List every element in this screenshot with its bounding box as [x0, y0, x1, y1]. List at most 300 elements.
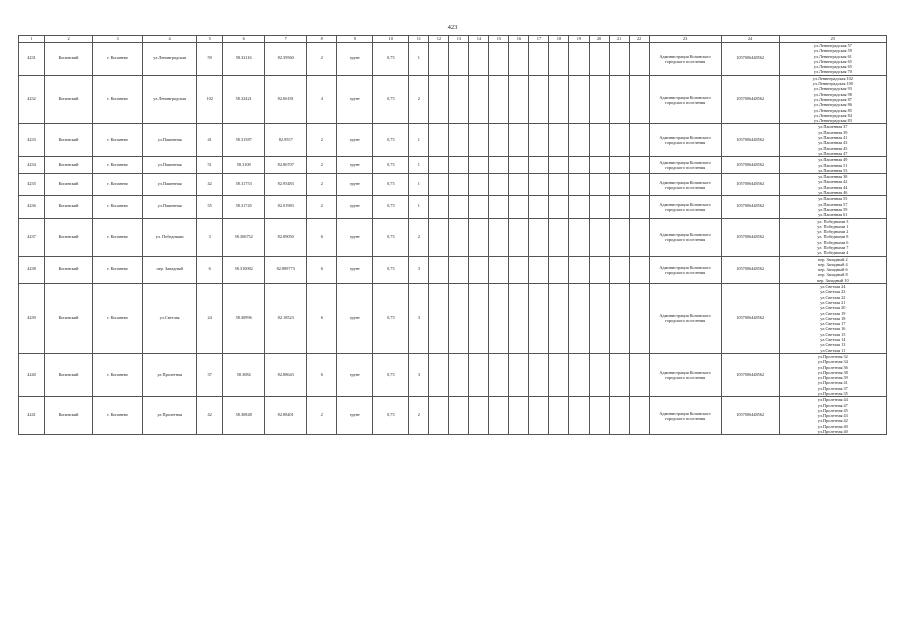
empty-cell: [569, 174, 589, 196]
cell-vol: 0,75: [373, 174, 409, 196]
empty-cell: [489, 75, 509, 124]
column-header: 23: [649, 36, 721, 43]
address-line: пер. Западный 8: [818, 272, 848, 278]
empty-cell: [489, 397, 509, 435]
address-line: ул.Светлая 13: [820, 342, 846, 348]
cell-house: 55: [197, 196, 223, 218]
address-line: ул. Победными 8: [817, 234, 849, 240]
empty-cell: [469, 174, 489, 196]
empty-cell: [449, 218, 469, 256]
cell-n: 4232: [19, 75, 45, 124]
address-line: ул.Пашенная 42: [818, 179, 848, 185]
cell-settlement: г. Копанево: [93, 174, 143, 196]
empty-cell: [489, 174, 509, 196]
address-line: ул.Пашенная 41: [818, 135, 848, 141]
address-line: ул.Светлая 20: [820, 305, 846, 311]
cell-organization: Администрация Копанского городского поселения: [649, 397, 721, 435]
address-line: ул. Победными 1: [817, 223, 849, 229]
empty-cell: [469, 75, 489, 124]
cell-district: Копанский: [45, 256, 93, 283]
cell-ogrn: 1057006448562: [721, 196, 779, 218]
address-line: ул. Победными 3: [817, 218, 849, 224]
empty-cell: [429, 196, 449, 218]
empty-cell: [429, 75, 449, 124]
cell-organization: Администрация Копанского городского поселения: [649, 284, 721, 354]
empty-cell: [549, 353, 569, 396]
address-line: ул. Победными 4: [817, 250, 849, 256]
empty-cell: [549, 218, 569, 256]
address-line: ул.Ленинградская 100: [812, 81, 853, 87]
empty-cell: [429, 284, 449, 354]
cell-lon: 82.95483: [265, 174, 307, 196]
address-line: ул.Пролетная 38: [817, 369, 848, 375]
cell-ogrn: 1057006448562: [721, 218, 779, 256]
address-line: ул.Ленинградская 65: [813, 64, 852, 70]
cell-c8: 6: [307, 218, 337, 256]
empty-cell: [429, 218, 449, 256]
address-line: ул.Светлая 19: [820, 310, 846, 316]
empty-cell: [489, 124, 509, 157]
empty-cell: [589, 353, 609, 396]
empty-cell: [629, 43, 649, 76]
cell-vol: 0,75: [373, 353, 409, 396]
empty-cell: [589, 196, 609, 218]
cell-ogrn: 1057006448562: [721, 256, 779, 283]
empty-cell: [529, 75, 549, 124]
cell-settlement: г. Копанево: [93, 75, 143, 124]
cell-vol: 0,75: [373, 284, 409, 354]
cell-vol: 0,75: [373, 124, 409, 157]
column-header: 14: [469, 36, 489, 43]
cell-n: 4239: [19, 284, 45, 354]
address-line: ул.Пашенная 47: [818, 150, 848, 156]
address-line: ул.Пролетная 43: [817, 413, 848, 419]
cell-settlement: г. Копанево: [93, 157, 143, 174]
empty-cell: [509, 43, 529, 76]
cell-lat: 58.306752: [223, 218, 265, 256]
cell-lat: 58.30996: [223, 284, 265, 354]
cell-lat: 58.31587: [223, 124, 265, 157]
registry-table: [18, 35, 887, 435]
address-line: ул.Пашенная 59: [818, 206, 848, 212]
table-row: [19, 397, 887, 435]
empty-cell: [549, 256, 569, 283]
cell-district: Копанский: [45, 397, 93, 435]
empty-cell: [509, 174, 529, 196]
empty-cell: [529, 196, 549, 218]
cell-cnt: 3: [409, 256, 429, 283]
empty-cell: [569, 397, 589, 435]
cell-c8: 6: [307, 284, 337, 354]
address-line: ул.Пролетная 40: [817, 429, 848, 435]
address-line: ул.Пашенная 38: [818, 174, 848, 180]
cell-lon: 82.39560: [265, 43, 307, 76]
address-line: ул.Светлая 21: [820, 299, 846, 305]
cell-vol: 0,75: [373, 397, 409, 435]
cell-street: ул.Пашенная: [143, 157, 197, 174]
empty-cell: [629, 218, 649, 256]
empty-cell: [449, 75, 469, 124]
cell-house: 3: [197, 218, 223, 256]
empty-cell: [569, 256, 589, 283]
column-header: 13: [449, 36, 469, 43]
empty-cell: [449, 256, 469, 283]
empty-cell: [589, 157, 609, 174]
address-line: ул.Пашенная 49: [818, 157, 848, 163]
empty-cell: [549, 124, 569, 157]
cell-organization: Администрация Копанского городского поселения: [649, 75, 721, 124]
cell-cnt: 2: [409, 397, 429, 435]
address-line: пер. Западный 2: [818, 256, 848, 262]
page-number: 423: [447, 24, 458, 31]
empty-cell: [629, 256, 649, 283]
cell-n: 4238: [19, 256, 45, 283]
column-header: 3: [93, 36, 143, 43]
empty-cell: [469, 157, 489, 174]
empty-cell: [549, 43, 569, 76]
address-line: ул.Пашенная 39: [818, 129, 848, 135]
empty-cell: [509, 256, 529, 283]
cell-lon: 82.06181: [265, 75, 307, 124]
cell-cover: грунт: [337, 397, 373, 435]
address-line: ул.Пашенная 57: [818, 201, 848, 207]
address-line: ул.Пролетная 35: [817, 391, 848, 396]
cell-district: Копанский: [45, 157, 93, 174]
address-line: ул.Светлая 16: [820, 326, 846, 332]
cell-lat: 58.32421: [223, 75, 265, 124]
cell-settlement: г. Копанево: [93, 284, 143, 354]
empty-cell: [629, 174, 649, 196]
cell-c8: 6: [307, 353, 337, 396]
column-header: 11: [409, 36, 429, 43]
empty-cell: [549, 397, 569, 435]
cell-settlement: г. Копанево: [93, 256, 143, 283]
empty-cell: [549, 157, 569, 174]
empty-cell: [569, 157, 589, 174]
empty-cell: [429, 124, 449, 157]
cell-n: 4231: [19, 43, 45, 76]
cell-cnt: 1: [409, 157, 429, 174]
cell-settlement: г. Копанево: [93, 43, 143, 76]
column-header: 2: [45, 36, 93, 43]
address-line: ул.Ленинградская 65: [813, 58, 852, 64]
cell-n: 4234: [19, 157, 45, 174]
table-row: [19, 284, 887, 354]
empty-cell: [449, 157, 469, 174]
address-line: ул.Пролетная 41: [817, 380, 848, 386]
empty-cell: [469, 256, 489, 283]
address-line: ул.Пашенная 45: [818, 145, 848, 151]
cell-n: 4240: [19, 353, 45, 396]
empty-cell: [429, 397, 449, 435]
address-line: ул.Пролетная 40: [817, 423, 848, 429]
cell-district: Копанский: [45, 75, 93, 124]
address-line: ул.Пролетная 42: [817, 418, 848, 424]
cell-n: 4241: [19, 397, 45, 435]
address-line: ул. Победными 7: [817, 244, 849, 250]
table-row: [19, 353, 887, 396]
address-line: ул.Пролетная 39: [817, 375, 848, 381]
cell-addresses: [779, 218, 886, 256]
cell-settlement: г. Копанево: [93, 196, 143, 218]
cell-addresses: [779, 397, 886, 435]
cell-lon: 82.889773: [265, 256, 307, 283]
address-line: пер. Западный 4: [818, 261, 848, 267]
header-row: [19, 36, 887, 43]
table-row: [19, 157, 887, 174]
empty-cell: [589, 43, 609, 76]
address-line: ул.Светлая 17: [820, 321, 846, 327]
address-line: ул.Пашенная 51: [818, 162, 848, 168]
empty-cell: [509, 196, 529, 218]
cell-house: 42: [197, 174, 223, 196]
empty-cell: [609, 157, 629, 174]
cell-district: Копанский: [45, 174, 93, 196]
cell-c8: 2: [307, 196, 337, 218]
column-header: 24: [721, 36, 779, 43]
column-header: 25: [779, 36, 886, 43]
cell-cnt: 2: [409, 218, 429, 256]
cell-cover: грунт: [337, 256, 373, 283]
cell-ogrn: 1057006448562: [721, 353, 779, 396]
cell-c8: 4: [307, 75, 337, 124]
cell-street: ул.Ленинградская: [143, 75, 197, 124]
cell-street: ул.Пролетная: [143, 353, 197, 396]
address-line: ул. Победными 2: [817, 229, 849, 235]
empty-cell: [509, 75, 529, 124]
empty-cell: [429, 353, 449, 396]
column-header: 19: [569, 36, 589, 43]
empty-cell: [469, 397, 489, 435]
empty-cell: [449, 284, 469, 354]
empty-cell: [589, 397, 609, 435]
empty-cell: [589, 174, 609, 196]
address-line: ул.Ленинградская 93: [813, 86, 852, 92]
cell-cover: грунт: [337, 218, 373, 256]
empty-cell: [609, 43, 629, 76]
empty-cell: [489, 157, 509, 174]
cell-district: Копанский: [45, 218, 93, 256]
cell-organization: Администрация Копанского городского поселения: [649, 124, 721, 157]
cell-n: 4237: [19, 218, 45, 256]
cell-addresses: [779, 284, 886, 354]
cell-house: 59: [197, 43, 223, 76]
cell-c8: 6: [307, 256, 337, 283]
cell-house: 102: [197, 75, 223, 124]
address-line: ул.Пашенная 53: [818, 167, 848, 173]
empty-cell: [489, 256, 509, 283]
cell-addresses: [779, 75, 886, 124]
cell-cover: грунт: [337, 43, 373, 76]
column-header: 12: [429, 36, 449, 43]
address-line: ул.Пролетная 36: [817, 364, 848, 370]
address-line: ул.Светлая 18: [820, 315, 846, 321]
column-header: 6: [223, 36, 265, 43]
cell-ogrn: 1057006448562: [721, 157, 779, 174]
cell-organization: Администрация Копанского городского поселения: [649, 256, 721, 283]
cell-district: Копанский: [45, 43, 93, 76]
cell-c8: 2: [307, 157, 337, 174]
cell-cover: грунт: [337, 124, 373, 157]
cell-settlement: г. Копанево: [93, 353, 143, 396]
table-row: [19, 196, 887, 218]
empty-cell: [529, 353, 549, 396]
cell-organization: Администрация Копанского городского поселения: [649, 174, 721, 196]
empty-cell: [449, 43, 469, 76]
address-line: ул.Пролетная 44: [817, 397, 848, 403]
empty-cell: [529, 174, 549, 196]
column-header: 8: [307, 36, 337, 43]
empty-cell: [569, 43, 589, 76]
empty-cell: [589, 75, 609, 124]
empty-cell: [609, 397, 629, 435]
cell-house: 51: [197, 157, 223, 174]
empty-cell: [529, 43, 549, 76]
cell-cover: грунт: [337, 284, 373, 354]
cell-lon: 82.9557: [265, 124, 307, 157]
address-line: ул.Светлая 22: [820, 294, 846, 300]
cell-lat: 58.3108: [223, 157, 265, 174]
empty-cell: [569, 124, 589, 157]
empty-cell: [609, 353, 629, 396]
cell-cnt: 1: [409, 196, 429, 218]
cell-addresses: [779, 174, 886, 196]
address-line: ул.Ленинградская 86: [813, 102, 852, 108]
cell-ogrn: 1057006448562: [721, 174, 779, 196]
address-line: ул.Пролетная 47: [817, 402, 848, 408]
cell-n: 4233: [19, 124, 45, 157]
column-header: 22: [629, 36, 649, 43]
table-row: [19, 218, 887, 256]
empty-cell: [449, 124, 469, 157]
empty-cell: [449, 196, 469, 218]
cell-cnt: 1: [409, 43, 429, 76]
address-line: ул.Светлая 24: [820, 284, 846, 290]
cell-house: 42: [197, 397, 223, 435]
cell-n: 4236: [19, 196, 45, 218]
empty-cell: [629, 284, 649, 354]
empty-cell: [629, 157, 649, 174]
empty-cell: [529, 218, 549, 256]
column-header: 7: [265, 36, 307, 43]
empty-cell: [469, 124, 489, 157]
cell-ogrn: 1057006448562: [721, 397, 779, 435]
empty-cell: [429, 157, 449, 174]
address-line: ул.Пашенная 55: [818, 196, 848, 202]
address-line: ул.Пролетная 37: [817, 385, 848, 391]
empty-cell: [569, 284, 589, 354]
empty-cell: [629, 353, 649, 396]
cell-ogrn: 1057006448562: [721, 124, 779, 157]
cell-cover: грунт: [337, 174, 373, 196]
cell-vol: 0,75: [373, 157, 409, 174]
column-header: 15: [489, 36, 509, 43]
cell-c8: 2: [307, 174, 337, 196]
cell-street: ул. Победными: [143, 218, 197, 256]
cell-house: 24: [197, 284, 223, 354]
empty-cell: [629, 196, 649, 218]
empty-cell: [589, 256, 609, 283]
cell-lat: 58.310082: [223, 256, 265, 283]
cell-settlement: г. Копанево: [93, 218, 143, 256]
empty-cell: [609, 256, 629, 283]
empty-cell: [629, 124, 649, 157]
cell-cover: грунт: [337, 353, 373, 396]
empty-cell: [489, 196, 509, 218]
cell-street: ул.Пашенная: [143, 196, 197, 218]
cell-lat: 58.31745: [223, 196, 265, 218]
cell-organization: Администрация Копанского городского поселения: [649, 353, 721, 396]
cell-street: ул.Пашенная: [143, 174, 197, 196]
cell-district: Копанский: [45, 124, 93, 157]
address-line: ул.Ленинградская 70: [813, 69, 852, 75]
column-header: 10: [373, 36, 409, 43]
column-header: 9: [337, 36, 373, 43]
address-line: ул.Пашенная 43: [818, 140, 848, 146]
cell-house: 37: [197, 353, 223, 396]
cell-vol: 0,75: [373, 256, 409, 283]
address-line: ул.Ленинградская 98: [813, 91, 852, 97]
cell-addresses: [779, 256, 886, 283]
cell-lon: 82.89050: [265, 218, 307, 256]
table-row: [19, 43, 887, 76]
column-header: 20: [589, 36, 609, 43]
cell-vol: 0,75: [373, 43, 409, 76]
cell-street: ул.Пролетная: [143, 397, 197, 435]
cell-street: ул.Пашенная: [143, 124, 197, 157]
table-row: [19, 75, 887, 124]
address-line: ул.Ленинградская 85: [813, 107, 852, 113]
cell-cnt: 2: [409, 75, 429, 124]
address-line: ул.Ленинградская 57: [813, 43, 852, 48]
cell-settlement: г. Копанево: [93, 124, 143, 157]
cell-lon: 82.01983: [265, 196, 307, 218]
cell-organization: Администрация Копанского городского поселения: [649, 218, 721, 256]
cell-district: Копанский: [45, 196, 93, 218]
table-row: [19, 174, 887, 196]
empty-cell: [469, 218, 489, 256]
column-header: 17: [529, 36, 549, 43]
address-line: ул.Ленинградская 61: [813, 53, 852, 59]
empty-cell: [469, 284, 489, 354]
empty-cell: [609, 174, 629, 196]
address-line: ул.Пролетная 34: [817, 359, 848, 365]
cell-lat: 58.3084: [223, 353, 265, 396]
empty-cell: [629, 75, 649, 124]
column-header: 18: [549, 36, 569, 43]
empty-cell: [589, 218, 609, 256]
empty-cell: [589, 284, 609, 354]
address-line: ул.Пашенная 37: [818, 124, 848, 130]
empty-cell: [549, 284, 569, 354]
cell-lon: 82.86707: [265, 157, 307, 174]
empty-cell: [529, 256, 549, 283]
address-line: пер. Западный 10: [816, 277, 849, 283]
cell-organization: Администрация Копанского городского поселения: [649, 43, 721, 76]
cell-lon: 82.88643: [265, 353, 307, 396]
cell-ogrn: 1057006448562: [721, 43, 779, 76]
address-line: ул.Пашенная 46: [818, 190, 848, 196]
empty-cell: [509, 353, 529, 396]
column-header: 1: [19, 36, 45, 43]
address-line: ул.Пашенная 44: [818, 184, 848, 190]
empty-cell: [609, 75, 629, 124]
cell-cnt: 3: [409, 353, 429, 396]
cell-cover: грунт: [337, 196, 373, 218]
cell-house: 6: [197, 256, 223, 283]
cell-street: пер. Западный: [143, 256, 197, 283]
cell-c8: 2: [307, 43, 337, 76]
